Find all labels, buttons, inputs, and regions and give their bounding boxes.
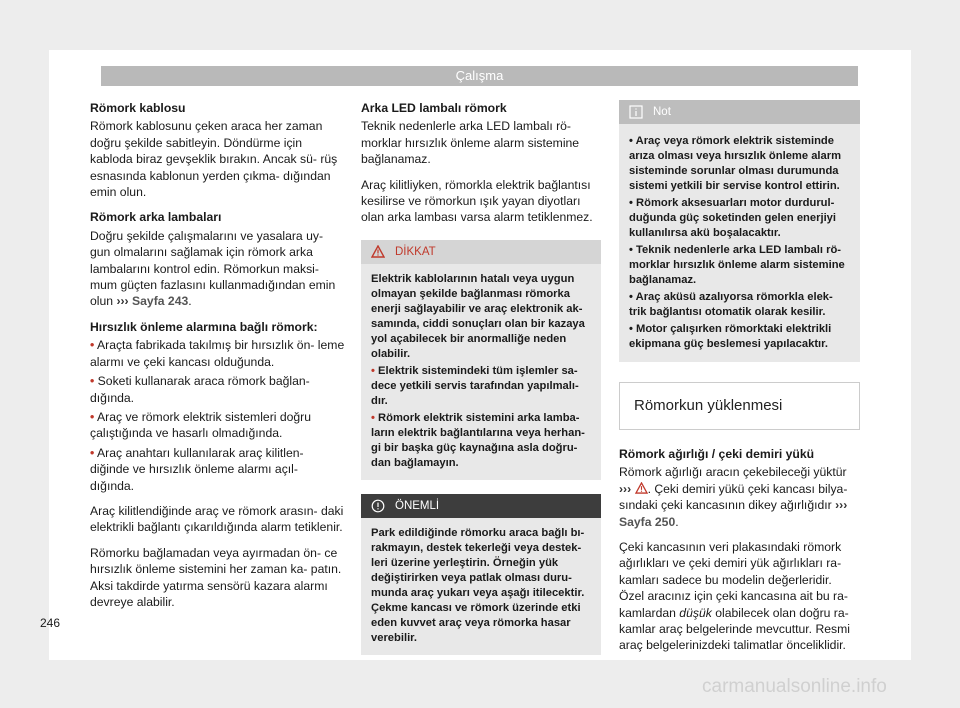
column-right	[619, 100, 860, 663]
heading-romork-arka-lambalari: Römork arka lambaları	[90, 210, 222, 225]
list-item: • Araçta fabrikada takılmış bir hırsızlık ön- leme alarmı ve çeki kancası olduğunda.	[90, 338, 345, 369]
not-body	[619, 124, 860, 362]
dikkat-box	[361, 240, 601, 480]
column-middle	[361, 100, 601, 655]
emphasis: düşük	[679, 605, 712, 620]
warning-reference-link[interactable]: ›››	[619, 482, 648, 496]
not-header	[619, 100, 860, 124]
exclamation-circle-icon	[371, 499, 385, 513]
list-item: • Araç veya römork elektrik sisteminde arıza olması veya hırsızlık önleme alarm sisteminde sorunlar olması durumunda sistemi yetkili bir servise kontrol ettirin.	[629, 135, 842, 192]
dikkat-text: Elektrik kablolarının hatalı veya uygun olmayan şekilde bağlanması römorka enerji sağlayabilir ve araç elektronik ak- samında, ciddi sonuçları olan bir kazaya yol açabilecek bir anormalliğe neden olabilir.	[371, 272, 585, 360]
bullet-icon: •	[371, 411, 375, 424]
list-item: • Araç ve römork elektrik sistemleri doğru çalıştığında ve hasarlı olmadığında.	[90, 409, 312, 441]
bullet-icon: •	[371, 364, 375, 377]
column-left	[90, 100, 345, 619]
section-title: Römorkun yüklenmesi	[619, 382, 860, 430]
list-item: • Araç aküsü azalıyorsa römorkla elek- trik bağlantısı otomatik olarak kesilir.	[629, 291, 833, 318]
warning-icon	[635, 482, 648, 494]
paragraph: Çeki kancasının veri plakasındaki römork ağırlıkları ve çeki demiri yük ağırlıkları ra- kamları sadece bu modelin değerleridir. Özel aracınız için çeki kancasına ait bu ra- kamlardan düşük olabilecek olan doğru ra- kamlar araç belgelerinde mevcuttur. Resmi araç belgelerinizdeki talimatlar önceliklidir.	[619, 540, 850, 653]
warning-icon	[371, 245, 385, 258]
list-item: • Römork aksesuarları motor durdurul- duğunda güç soketinden gelen enerjiyi kullanılırsa akü boşalacaktır.	[629, 197, 837, 239]
not-label: Not	[653, 105, 671, 118]
dikkat-label: DİKKAT	[395, 245, 436, 258]
bullet-icon: •	[90, 409, 95, 424]
list-item: • Motor çalışırken römorktaki elektrikli ekipmana güç beslemesi yapılacaktır.	[629, 323, 832, 350]
list-item: • Elektrik sistemindeki tüm işlemler sa- dece yetkili servis tarafından yapılmalı- dır.	[371, 364, 579, 407]
heading-romork-agirligi: Römork ağırlığı / çeki demiri yükü	[619, 447, 815, 461]
info-icon	[629, 105, 643, 119]
bullet-icon: •	[90, 338, 95, 353]
watermark-logo: carmanualsonline.info	[702, 676, 887, 697]
page-header: Çalışma	[101, 66, 858, 86]
dikkat-body	[361, 264, 601, 480]
onemli-label: ÖNEMLİ	[395, 499, 440, 512]
bullet-icon: •	[90, 374, 95, 389]
heading-hirsizlik-alarm: Hırsızlık önleme alarmına bağlı römork:	[90, 319, 318, 334]
paragraph: Araç kilitlendiğinde araç ve römork arasın- daki elektrikli bağlantı çıkarıldığında alarm tetiklenir.	[90, 503, 344, 535]
paragraph: Römorku bağlamadan veya ayırmadan ön- ce hırsızlık önleme sistemini her zaman ka- patın. Aksi takdirde yatırma sensörü kazara alarmı devreye alabilir.	[90, 545, 342, 609]
paragraph: Römork ağırlığı aracın çekebileceği yüktür ››› . Çeki demiri yükü çeki kancası bilya- sındaki çeki kancasının dikey ağırlığıdır ››› Sayfa 250.	[619, 465, 848, 529]
paragraph: Teknik nedenlerle arka LED lambalı rö- morklar hırsızlık önleme alarm sistemine bağlanamaz.	[361, 119, 580, 167]
paragraph: Römork kablosunu çeken araca her zaman doğru şekilde sabitleyin. Döndürme için kabloda biraz gevşeklik bırakın. Ancak sü- rüş esnasında kablonun yerden çıkma- dığından emin olun.	[90, 119, 338, 200]
list-item: • Soketi kullanarak araca römork bağlan- dığında.	[90, 374, 310, 405]
onemli-box	[361, 494, 601, 655]
page-reference-link[interactable]: ››› Sayfa 250	[619, 498, 848, 529]
list-item: • Araç anahtarı kullanılarak araç kilitlen- diğinde ve hırsızlık önleme alarmı açıl- dığında.	[90, 445, 304, 493]
bullet-icon: •	[90, 445, 95, 460]
onemli-body: Park edildiğinde römorku araca bağlı bı- rakmayın, destek tekerleği veya destek- leri üzerine yerleştirin. Örneğin yük değiştirirken veya patlak olması duru- munda araç yukarı veya aşağı itilecektir. Çekme kancası ve römork üzerinde etki eden kuvvet araç veya römorka hasar verebilir.	[361, 518, 601, 655]
list-item: • Römork elektrik sistemini arka lamba- ların elektrik bağlantılarına veya herhan- gi bir başka güç kaynağına asla doğru- dan bağlamayın.	[371, 411, 585, 469]
page-number: 246	[40, 616, 61, 630]
heading-romork-kablosu: Römork kablosu	[90, 101, 186, 115]
onemli-header	[361, 494, 601, 518]
paragraph: Doğru şekilde çalışmalarını ve yasalara uy- gun olmalarını sağlamak için römork arka lambalarını kontrol edin. Römorkun maksi- mum güçten fazlasını kullanmadığından emin olun ››› Sayfa 243.	[90, 228, 336, 309]
paragraph: Araç kilitliyken, römorkla elektrik bağlantısı kesilirse ve römorkun ışık yayan diyotları olan arka lambası varsa alarm tetiklenmez.	[361, 177, 593, 225]
heading-arka-led: Arka LED lambalı römork	[361, 101, 507, 115]
list-item: • Teknik nedenlerle arka LED lambalı rö- morklar hırsızlık önleme alarm sistemine bağlanamaz.	[629, 244, 845, 286]
dikkat-header	[361, 240, 601, 264]
page-reference-link[interactable]: ››› Sayfa 243	[116, 294, 189, 309]
not-box	[619, 100, 860, 362]
